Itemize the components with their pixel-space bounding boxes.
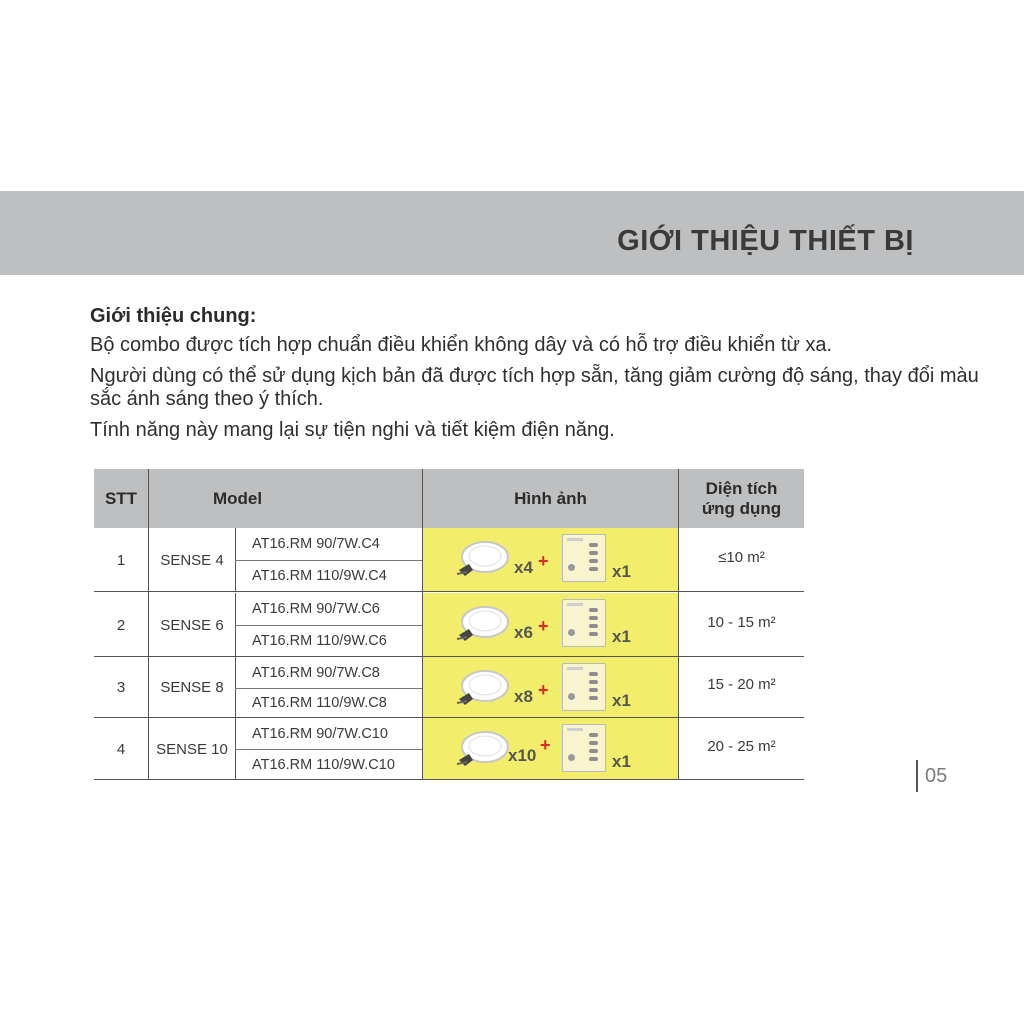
intro-line-1: Bộ combo được tích hợp chuẩn điều khiển không dây và có hỗ trợ điều khiển từ xa. xyxy=(90,334,833,356)
header-image: Hình ảnh xyxy=(423,469,678,528)
cell-area: 15 - 20 m² xyxy=(707,676,776,693)
remote-quantity: x1 xyxy=(612,627,631,646)
product-table xyxy=(94,469,804,780)
remote-control-icon xyxy=(562,599,606,647)
page-title: GIỚI THIỆU THIẾT BỊ xyxy=(617,225,914,257)
cell-stt: 1 xyxy=(116,551,126,569)
remote-quantity: x1 xyxy=(612,752,631,771)
cell-submodel-2: AT16.RM 110/9W.C10 xyxy=(252,756,395,773)
intro-line-3: Tính năng này mang lại sự tiện nghi và tiết kiệm điện năng. xyxy=(90,419,615,441)
remote-quantity: x1 xyxy=(612,691,631,710)
cell-stt: 2 xyxy=(116,616,126,634)
plus-icon: + xyxy=(538,616,549,636)
cell-image xyxy=(422,657,678,718)
downlight-icon xyxy=(455,730,511,768)
cell-model: SENSE 8 xyxy=(160,679,224,696)
cell-stt: 3 xyxy=(116,679,126,696)
downlight-icon xyxy=(455,669,511,707)
remote-control-icon xyxy=(562,724,606,772)
page-number: 05 xyxy=(916,760,947,792)
lamp-quantity: x10 xyxy=(508,746,537,765)
cell-model: SENSE 4 xyxy=(160,551,224,569)
cell-submodel-2: AT16.RM 110/9W.C6 xyxy=(252,633,387,649)
header-stt: STT xyxy=(94,469,148,528)
divider xyxy=(148,469,149,780)
header-area: Diện tích ứng dụng xyxy=(679,469,804,528)
cell-area: ≤10 m² xyxy=(718,548,765,566)
lamp-quantity: x8 xyxy=(514,687,533,706)
cell-area: 20 - 25 m² xyxy=(707,737,776,755)
cell-image xyxy=(422,593,678,657)
cell-submodel-2: AT16.RM 110/9W.C4 xyxy=(252,568,387,584)
cell-model: SENSE 10 xyxy=(156,740,228,758)
intro-line-2: Người dùng có thể sử dụng kịch bản đã được tích hợp sẵn, tăng giảm cường độ sáng, thay đổi màu sắc ánh sáng theo ý thích. xyxy=(90,365,979,410)
divider xyxy=(422,469,423,780)
divider xyxy=(94,591,804,592)
cell-submodel-1: AT16.RM 90/7W.C10 xyxy=(252,725,388,742)
cell-submodel-1: AT16.RM 90/7W.C4 xyxy=(252,536,380,552)
divider xyxy=(94,779,804,780)
lamp-quantity: x6 xyxy=(514,623,533,642)
cell-submodel-1: AT16.RM 90/7W.C6 xyxy=(252,601,380,617)
cell-submodel-1: AT16.RM 90/7W.C8 xyxy=(252,664,380,681)
downlight-icon xyxy=(455,605,511,643)
cell-image xyxy=(422,718,678,780)
intro-section xyxy=(90,305,990,450)
downlight-icon xyxy=(455,540,511,578)
cell-stt: 4 xyxy=(116,740,126,758)
cell-model: SENSE 6 xyxy=(160,616,224,634)
plus-icon: + xyxy=(540,735,551,755)
plus-icon: + xyxy=(538,680,549,700)
plus-icon: + xyxy=(538,551,549,571)
cell-image xyxy=(422,528,678,592)
cell-submodel-2: AT16.RM 110/9W.C8 xyxy=(252,695,387,711)
intro-heading: Giới thiệu chung: xyxy=(90,305,257,327)
divider xyxy=(678,469,679,780)
remote-quantity: x1 xyxy=(612,562,631,581)
header-banner xyxy=(0,191,1024,275)
remote-control-icon xyxy=(562,534,606,582)
remote-control-icon xyxy=(562,663,606,711)
cell-area: 10 - 15 m² xyxy=(707,613,776,631)
lamp-quantity: x4 xyxy=(514,558,533,577)
header-model: Model xyxy=(149,469,422,528)
